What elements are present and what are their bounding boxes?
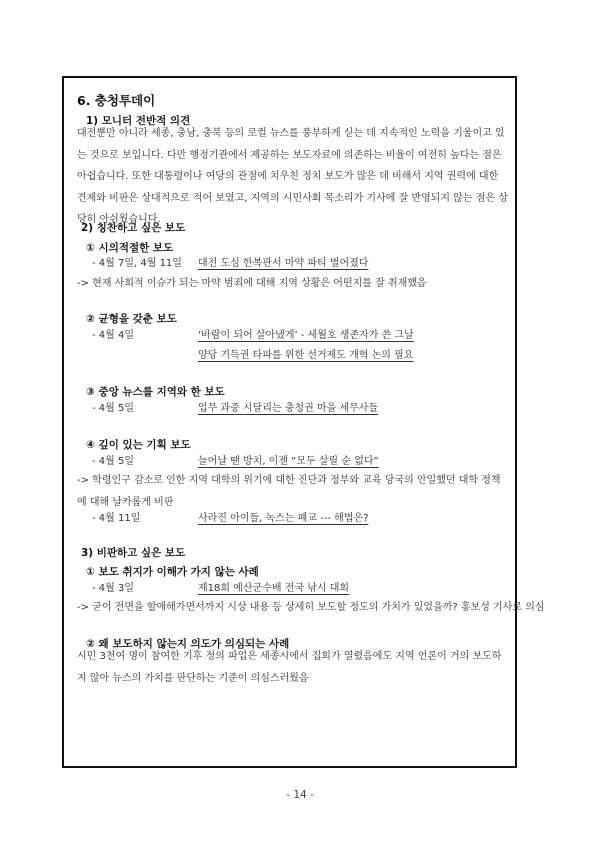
page-number: - 14 - [286, 789, 314, 801]
praise-item-3-title: ③ 중앙 뉴스를 지역와 한 보도 [86, 386, 225, 398]
monitor-opinion-heading: 1) 모니터 전반적 의견 [86, 115, 191, 127]
praise-item-2-title: ② 균형을 갖춘 보도 [86, 313, 177, 325]
criticism-item-1-title: ① 보도 취지가 이해가 가지 않는 사례 [86, 566, 259, 578]
praise-item-4-note: -> 학령인구 감소로 인한 지역 대학의 위기에 대한 진단과 정부와 교육 당국의 안일했던 대학 정책에 대해 날카롭게 비판 [77, 475, 501, 508]
criticism-item-2-note: 시민 3천여 명이 참여한 기후 정의 파업은 세종시에서 집회가 열렸음에도 지역 언론이 거의 보도하지 않아 뉴스의 가치를 판단하는 기준이 의심스러웠음 [77, 651, 502, 684]
praise-item-4-title: ④ 깊이 있는 기획 보도 [86, 439, 191, 451]
praise-item-1-note: -> 현재 사회적 이슈가 되는 마약 범죄에 대해 지역 상황은 어떤지를 잘 취재했음 [77, 278, 427, 289]
praise-item-2-date: - 4월 4일 [92, 330, 135, 341]
praise-item-1-title: ① 시의적절한 보도 [86, 242, 174, 254]
monitor-opinion-body: 대전뿐만 아니라 세종, 충남, 충북 등의 로컬 뉴스를 풍부하게 싣는 데 지속적인 노력을 기울이고 있는 것으로 보입니다. 다만 행정기관에서 제공하는 보도자료에 의존하는 비율이 여전히 높다는 점은 아쉽습니다. 또한 대통령이나 여당의 관점에 치우친 정치 보도가 많은 데 비해서 지역 권력에 대한 견제와 비판은 상대적으로 적어 보였고, 지역의 시민사회 목소리가 기사에 잘 반영되지 않는 점은 상당히 아쉬웠습니다. [77, 128, 508, 225]
praise-item-4-date: - 4월 5일 [92, 456, 135, 467]
praise-item-2-article-1: ‘바람이 되어 살아냈게’ - 세월호 생존자가 쓴 그날 [198, 330, 414, 341]
praise-item-4-date-2: - 4월 11일 [92, 513, 141, 524]
criticism-item-1-article: 제18회 예산군수배 전국 낚시 대회 [198, 583, 350, 594]
praise-item-2-article-2: 양당 기득권 타파를 위한 선거제도 개혁 논의 필요 [198, 350, 414, 361]
praise-item-3-article: 업무 과중 시달리는 충청권 마을 세무사들 [198, 403, 379, 414]
criticism-item-1-date: - 4월 3일 [92, 583, 135, 594]
section-title: 6. 충청투데이 [77, 93, 156, 108]
praise-item-1-article: 대전 도심 한복판서 마약 파티 벌어졌다 [198, 258, 369, 269]
criticism-item-1-note: -> 굳이 전면을 할애해가면서까지 시상 내용 등 상세히 보도할 정도의 가치가 있었을까? 홍보성 기사로 의심 [77, 602, 545, 613]
praise-item-3-date: - 4월 5일 [92, 403, 135, 414]
criticism-heading: 3) 비판하고 싶은 보도 [81, 547, 186, 559]
praise-item-4-article-2: 사라진 아이들, 녹스는 폐교 --- 해법은? [198, 513, 369, 524]
praise-item-4-article: 늘어날 땐 방치, 이젠 “모두 살릴 순 없다” [198, 456, 379, 467]
praise-heading: 2) 칭찬하고 싶은 보도 [81, 222, 186, 234]
praise-item-1-date: - 4월 7일, 4월 11일 [92, 258, 182, 269]
criticism-item-2-title: ② 왜 보도하지 않는지 의도가 의심되는 사례 [86, 638, 290, 650]
